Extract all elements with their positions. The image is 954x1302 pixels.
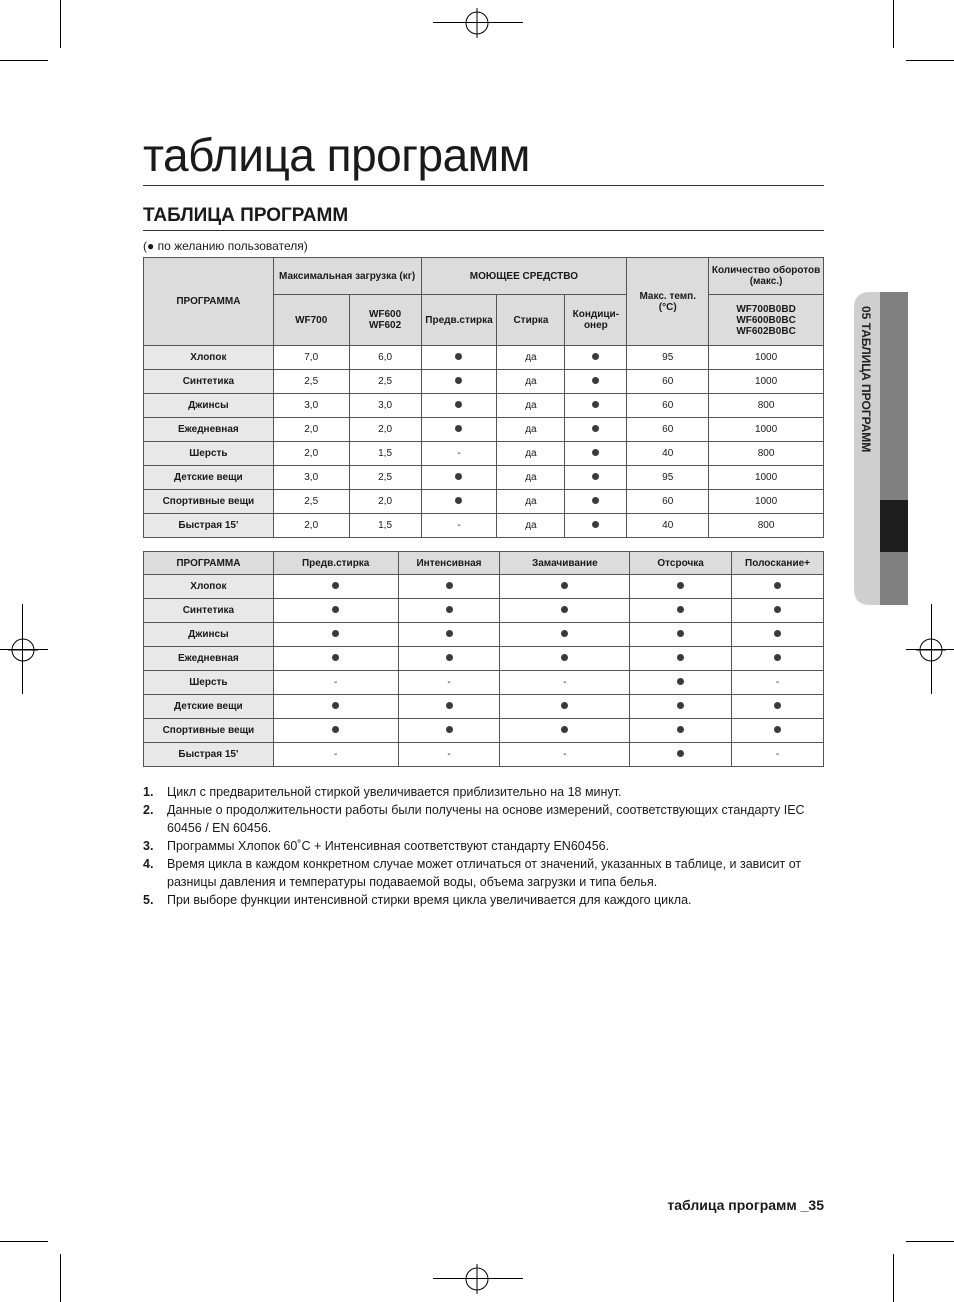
row-program-label: Синтетика xyxy=(144,370,274,394)
bullet-icon xyxy=(774,654,781,661)
bullet-icon xyxy=(774,606,781,613)
option-cell-dot-cell xyxy=(500,575,630,599)
table-row xyxy=(144,695,824,719)
footnote-item xyxy=(143,891,824,909)
options-header: Интенсивная xyxy=(398,552,500,575)
cell-prewash-dot-cell xyxy=(421,346,497,370)
model-1: WF700B0BD xyxy=(736,303,796,315)
side-tab-text: 05 ТАБЛИЦА ПРОГРАММ xyxy=(859,306,873,453)
option-cell-dot-cell xyxy=(273,575,398,599)
option-cell: - xyxy=(732,743,824,767)
row-program-label: Быстрая 15' xyxy=(144,514,274,538)
bullet-icon xyxy=(332,630,339,637)
cell-wf700: 2,0 xyxy=(273,418,349,442)
option-cell-dot-cell xyxy=(273,647,398,671)
registration-mark-icon xyxy=(462,8,492,38)
table-row xyxy=(144,490,824,514)
table-row xyxy=(144,647,824,671)
option-cell-dot-cell xyxy=(500,695,630,719)
bullet-icon xyxy=(561,630,568,637)
header-wf600-line1: WF600 xyxy=(368,309,402,320)
cell-wf700: 3,0 xyxy=(273,394,349,418)
side-tab-label xyxy=(856,300,880,500)
cell-softener-dot-cell xyxy=(565,346,627,370)
options-header: Замачивание xyxy=(500,552,630,575)
option-cell-dot-cell xyxy=(630,671,732,695)
row-program-label: Спортивные вещи xyxy=(144,490,274,514)
footnote-number: 4. xyxy=(143,857,154,871)
cell-wf600: 1,5 xyxy=(349,514,421,538)
crop-mark xyxy=(893,0,894,48)
bullet-icon xyxy=(455,377,462,384)
header-softener-line1: Кондици- xyxy=(572,309,620,320)
bullet-icon xyxy=(677,630,684,637)
option-cell-dot-cell xyxy=(500,719,630,743)
row-program-label: Джинсы xyxy=(144,623,274,647)
option-cell: - xyxy=(500,671,630,695)
header-models xyxy=(709,295,824,346)
footnote-item xyxy=(143,837,824,855)
row-program-label: Детские вещи xyxy=(144,466,274,490)
option-cell-dot-cell xyxy=(630,695,732,719)
footnote-text: Данные о продолжительности работы были получены на основе измерений, соответствующих стандарту IEC 60456 / EN 60456. xyxy=(167,803,805,835)
row-program-label: Быстрая 15' xyxy=(144,743,274,767)
table-row xyxy=(144,394,824,418)
cell-spin: 800 xyxy=(709,394,824,418)
bullet-icon xyxy=(677,606,684,613)
table-row xyxy=(144,418,824,442)
option-cell-dot-cell xyxy=(398,719,500,743)
program-options-table xyxy=(143,551,824,767)
cell-prewash-dot-cell xyxy=(421,490,497,514)
model-2: WF600B0BC xyxy=(736,314,796,326)
cell-softener-dot-cell xyxy=(565,490,627,514)
row-program-label: Хлопок xyxy=(144,346,274,370)
bullet-icon xyxy=(592,425,599,432)
crop-mark xyxy=(893,1254,894,1302)
cell-wf600: 1,5 xyxy=(349,442,421,466)
cell-wf700: 3,0 xyxy=(273,466,349,490)
row-program-label: Ежедневная xyxy=(144,647,274,671)
cell-temp: 95 xyxy=(627,346,709,370)
bullet-icon xyxy=(677,678,684,685)
cell-wf700: 2,5 xyxy=(273,370,349,394)
options-header: Отсрочка xyxy=(630,552,732,575)
option-cell-dot-cell xyxy=(732,599,824,623)
option-cell-dot-cell xyxy=(273,599,398,623)
option-cell-dot-cell xyxy=(398,623,500,647)
option-cell-dot-cell xyxy=(500,647,630,671)
bullet-icon xyxy=(677,726,684,733)
row-program-label: Шерсть xyxy=(144,442,274,466)
footnote-text: Цикл с предварительной стиркой увеличивается приблизительно на 18 минут. xyxy=(167,785,622,799)
option-cell-dot-cell xyxy=(398,647,500,671)
bullet-icon xyxy=(446,606,453,613)
header-wf600-line2: WF602 xyxy=(368,320,402,331)
cell-prewash: - xyxy=(421,442,497,466)
cell-wf600: 2,5 xyxy=(349,370,421,394)
option-cell-dot-cell xyxy=(630,647,732,671)
bullet-icon xyxy=(592,497,599,504)
header-max-load: Максимальная загрузка (кг) xyxy=(273,258,421,295)
cell-spin: 1000 xyxy=(709,418,824,442)
cell-wf700: 2,0 xyxy=(273,514,349,538)
footnote-item xyxy=(143,783,824,801)
bullet-icon xyxy=(592,353,599,360)
cell-softener-dot-cell xyxy=(565,466,627,490)
row-program-label: Синтетика xyxy=(144,599,274,623)
bullet-icon xyxy=(332,582,339,589)
crop-mark xyxy=(906,60,954,61)
cell-prewash: - xyxy=(421,514,497,538)
cell-softener-dot-cell xyxy=(565,442,627,466)
option-cell-dot-cell xyxy=(630,743,732,767)
cell-wf600: 2,0 xyxy=(349,418,421,442)
footnote-number: 2. xyxy=(143,803,154,817)
section-divider xyxy=(143,230,824,231)
header-wf600 xyxy=(349,295,421,346)
model-3: WF602B0BC xyxy=(736,325,796,337)
table-row xyxy=(144,719,824,743)
bullet-icon xyxy=(561,606,568,613)
header-wash: Стирка xyxy=(497,295,565,346)
cell-temp: 40 xyxy=(627,514,709,538)
cell-wash: да xyxy=(497,490,565,514)
option-cell-dot-cell xyxy=(732,575,824,599)
options-header: Предв.стирка xyxy=(273,552,398,575)
bullet-icon xyxy=(561,702,568,709)
bullet-icon xyxy=(446,654,453,661)
bullet-icon xyxy=(677,654,684,661)
header-max-temp: Макс. темп. (°C) xyxy=(627,258,709,346)
table-row xyxy=(144,370,824,394)
footnote-text: Время цикла в каждом конкретном случае может отличаться от значений, указанных в таблице, и зависит от разницы давления и температуры подаваемой воды, объема загрузки и типа белья. xyxy=(167,857,802,889)
cell-wf600: 2,5 xyxy=(349,466,421,490)
option-cell: - xyxy=(398,671,500,695)
options-header: Полоскание+ xyxy=(732,552,824,575)
bullet-icon xyxy=(774,702,781,709)
footnote-text: Программы Хлопок 60˚C + Интенсивная соответствуют стандарту EN60456. xyxy=(167,839,610,853)
cell-spin: 1000 xyxy=(709,490,824,514)
cell-wf700: 2,0 xyxy=(273,442,349,466)
bullet-icon xyxy=(455,353,462,360)
option-cell-dot-cell xyxy=(500,599,630,623)
page-title: таблица программ xyxy=(143,129,530,181)
bullet-icon xyxy=(446,702,453,709)
cell-wash: да xyxy=(497,370,565,394)
bullet-icon xyxy=(455,401,462,408)
bullet-icon xyxy=(774,630,781,637)
table-row xyxy=(144,575,824,599)
footnote-item xyxy=(143,801,824,837)
cell-wash: да xyxy=(497,442,565,466)
option-cell: - xyxy=(500,743,630,767)
footnote-number: 5. xyxy=(143,893,154,907)
table-row xyxy=(144,466,824,490)
header-wf700: WF700 xyxy=(273,295,349,346)
bullet-icon xyxy=(774,582,781,589)
cell-prewash-dot-cell xyxy=(421,418,497,442)
registration-mark-icon xyxy=(462,1264,492,1294)
bullet-icon xyxy=(592,377,599,384)
cell-temp: 60 xyxy=(627,394,709,418)
bullet-icon xyxy=(332,606,339,613)
bullet-icon xyxy=(332,702,339,709)
bullet-icon xyxy=(677,582,684,589)
cell-wf600: 2,0 xyxy=(349,490,421,514)
bullet-icon xyxy=(561,726,568,733)
registration-mark-icon xyxy=(916,635,946,665)
cell-prewash-dot-cell xyxy=(421,394,497,418)
option-cell-dot-cell xyxy=(630,623,732,647)
bullet-icon xyxy=(677,702,684,709)
cell-softener-dot-cell xyxy=(565,418,627,442)
crop-mark xyxy=(0,1241,48,1242)
cell-temp: 60 xyxy=(627,370,709,394)
row-program-label: Спортивные вещи xyxy=(144,719,274,743)
crop-mark xyxy=(60,1254,61,1302)
crop-mark xyxy=(906,1241,954,1242)
option-cell-dot-cell xyxy=(630,719,732,743)
bullet-icon xyxy=(592,521,599,528)
cell-wf700: 2,5 xyxy=(273,490,349,514)
bullet-icon xyxy=(592,449,599,456)
option-cell-dot-cell xyxy=(398,695,500,719)
option-cell: - xyxy=(273,671,398,695)
bullet-icon xyxy=(455,425,462,432)
header-spin: Количество оборотов (макс.) xyxy=(709,258,824,295)
table-row xyxy=(144,514,824,538)
table-row xyxy=(144,623,824,647)
table-row xyxy=(144,743,824,767)
bullet-icon xyxy=(455,497,462,504)
option-cell-dot-cell xyxy=(732,695,824,719)
option-cell: - xyxy=(732,671,824,695)
cell-softener-dot-cell xyxy=(565,394,627,418)
option-cell-dot-cell xyxy=(630,575,732,599)
cell-wash: да xyxy=(497,466,565,490)
bullet-icon xyxy=(774,726,781,733)
option-cell-dot-cell xyxy=(398,575,500,599)
row-program-label: Детские вещи xyxy=(144,695,274,719)
cell-wf700: 7,0 xyxy=(273,346,349,370)
table-row xyxy=(144,346,824,370)
option-cell-dot-cell xyxy=(732,647,824,671)
option-cell: - xyxy=(273,743,398,767)
bullet-icon xyxy=(332,654,339,661)
table-row xyxy=(144,599,824,623)
cell-spin: 1000 xyxy=(709,466,824,490)
cell-softener-dot-cell xyxy=(565,514,627,538)
row-program-label: Ежедневная xyxy=(144,418,274,442)
bullet-icon xyxy=(561,654,568,661)
cell-wf600: 3,0 xyxy=(349,394,421,418)
cell-prewash-dot-cell xyxy=(421,370,497,394)
option-cell-dot-cell xyxy=(398,599,500,623)
cell-wash: да xyxy=(497,418,565,442)
header-program: ПРОГРАММА xyxy=(144,258,274,346)
row-program-label: Джинсы xyxy=(144,394,274,418)
cell-softener-dot-cell xyxy=(565,370,627,394)
cell-temp: 40 xyxy=(627,442,709,466)
bullet-icon xyxy=(561,582,568,589)
cell-temp: 60 xyxy=(627,418,709,442)
cell-spin: 1000 xyxy=(709,370,824,394)
cell-temp: 60 xyxy=(627,490,709,514)
option-cell-dot-cell xyxy=(273,695,398,719)
crop-mark xyxy=(60,0,61,48)
header-detergent: МОЮЩЕЕ СРЕДСТВО xyxy=(421,258,627,295)
page-footer: таблица программ _35 xyxy=(667,1197,824,1213)
table-row xyxy=(144,671,824,695)
crop-mark xyxy=(0,60,48,61)
bullet-icon xyxy=(455,473,462,480)
bullet-icon xyxy=(332,726,339,733)
cell-spin: 800 xyxy=(709,514,824,538)
bullet-icon xyxy=(592,401,599,408)
footnotes-list xyxy=(143,783,824,909)
header-softener xyxy=(565,295,627,346)
registration-mark-icon xyxy=(8,635,38,665)
option-cell-dot-cell xyxy=(630,599,732,623)
section-title: ТАБЛИЦА ПРОГРАММ xyxy=(143,205,349,226)
header-prewash: Предв.стирка xyxy=(421,295,497,346)
bullet-icon xyxy=(592,473,599,480)
cell-wash: да xyxy=(497,514,565,538)
header-softener-line2: онер xyxy=(583,320,608,331)
bullet-icon xyxy=(677,750,684,757)
bullet-icon xyxy=(446,582,453,589)
row-program-label: Хлопок xyxy=(144,575,274,599)
cell-prewash-dot-cell xyxy=(421,466,497,490)
legend-note: (● по желанию пользователя) xyxy=(143,239,308,253)
program-table-main xyxy=(143,257,824,538)
footnote-number: 1. xyxy=(143,785,154,799)
option-cell: - xyxy=(398,743,500,767)
cell-wash: да xyxy=(497,346,565,370)
title-divider xyxy=(143,185,824,186)
bullet-icon xyxy=(446,630,453,637)
option-cell-dot-cell xyxy=(273,623,398,647)
footnote-text: При выборе функции интенсивной стирки время цикла увеличивается для каждого цикла. xyxy=(167,893,692,907)
cell-spin: 1000 xyxy=(709,346,824,370)
option-cell-dot-cell xyxy=(732,719,824,743)
option-cell-dot-cell xyxy=(273,719,398,743)
cell-spin: 800 xyxy=(709,442,824,466)
option-cell-dot-cell xyxy=(732,623,824,647)
cell-wash: да xyxy=(497,394,565,418)
option-cell-dot-cell xyxy=(500,623,630,647)
footnote-number: 3. xyxy=(143,839,154,853)
cell-wf600: 6,0 xyxy=(349,346,421,370)
options-header: ПРОГРАММА xyxy=(144,552,274,575)
row-program-label: Шерсть xyxy=(144,671,274,695)
cell-temp: 95 xyxy=(627,466,709,490)
footnote-item xyxy=(143,855,824,891)
bullet-icon xyxy=(446,726,453,733)
table-row xyxy=(144,442,824,466)
